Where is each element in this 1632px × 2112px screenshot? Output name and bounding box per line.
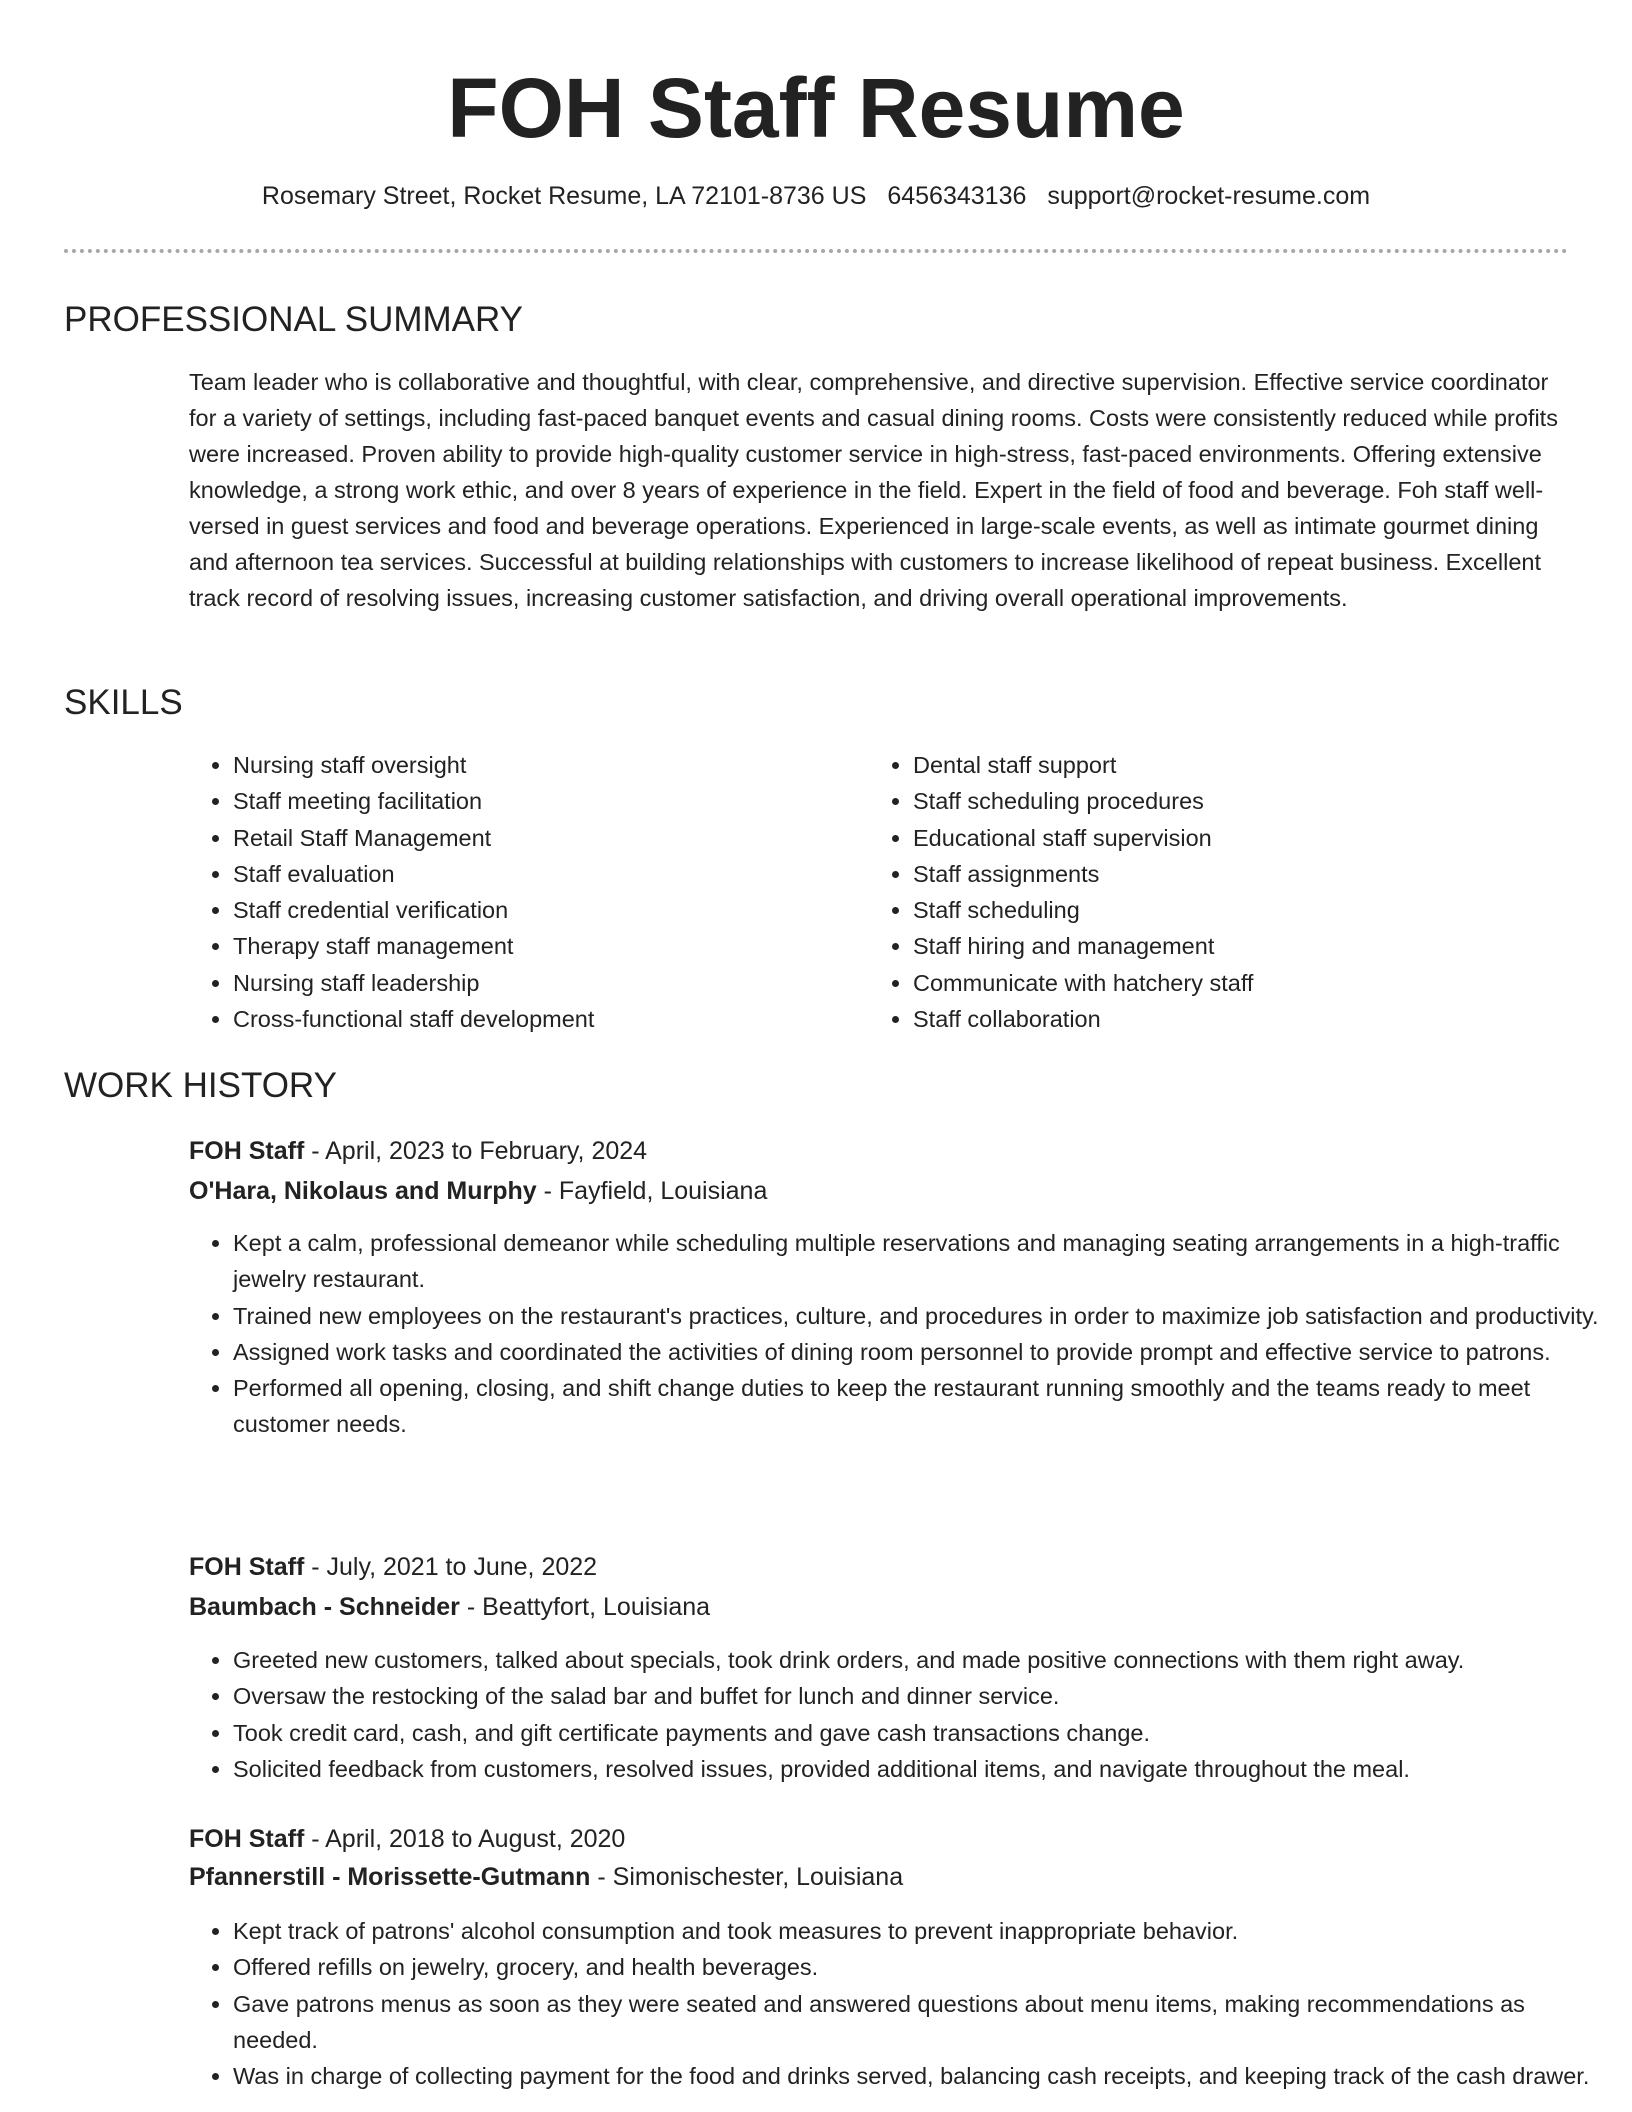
contact-phone: 6456343136 <box>887 182 1027 210</box>
job-location: - Beattyfort, Louisiana <box>459 1593 711 1621</box>
skill-item: • Staff assignments <box>913 856 1253 892</box>
job-bullet: • Was in charge of collecting payment for the food and drinks served, balancing cash receipts, and keeping track of the cash drawer. <box>233 2058 1613 2094</box>
header-divider <box>64 249 1568 253</box>
skills-heading: SKILLS <box>64 683 183 722</box>
contact-line <box>0 182 1632 211</box>
skill-item: • Staff scheduling procedures <box>913 783 1253 819</box>
job-bullet: • Kept track of patrons' alcohol consumption and took measures to prevent inappropriate behavior. <box>233 1913 1613 1949</box>
resume-title: FOH Staff Resume <box>447 61 1185 155</box>
job-company: Baumbach - Schneider <box>189 1593 460 1621</box>
job-company-line <box>189 1859 903 1895</box>
job-bullet: • Greeted new customers, talked about specials, took drink orders, and made positive connections with them right away. <box>233 1642 1613 1678</box>
job-dates: - July, 2021 to June, 2022 <box>304 1553 598 1581</box>
job-role: FOH Staff <box>189 1137 305 1165</box>
skill-item: • Staff hiring and management <box>913 928 1253 964</box>
job-role: FOH Staff <box>189 1553 305 1581</box>
skill-item: • Staff collaboration <box>913 1001 1253 1037</box>
skill-item: • Therapy staff management <box>233 928 594 964</box>
skills-list-left <box>189 747 594 1037</box>
skill-item: • Staff credential verification <box>233 892 594 928</box>
job-bullet: • Offered refills on jewelry, grocery, and health beverages. <box>233 1949 1613 1985</box>
job-title-line <box>189 1549 597 1585</box>
job-bullet: • Solicited feedback from customers, resolved issues, provided additional items, and navigate throughout the meal. <box>233 1751 1613 1787</box>
job-title-line <box>189 1133 647 1169</box>
work-history-heading: WORK HISTORY <box>64 1066 337 1105</box>
summary-text: Team leader who is collaborative and thoughtful, with clear, comprehensive, and directive supervision. Effective service coordinator for a variety of settings, including fast-paced banquet events and casual dining rooms. Costs were consistently reduced while profits were increased. Proven ability to provide high-quality customer service in high-stress, fast-paced environments. Offering extensive knowledge, a strong work ethic, and over 8 years of experience in the field. Expert in the field of food and beverage. Foh staff well-versed in guest services and food and beverage operations. Experienced in large-scale events, as well as intimate gourmet dining and afternoon tea services. Successful at building relationships with customers to increase likelihood of repeat business. Excellent track record of resolving issues, increasing customer satisfaction, and driving overall operational improvements. <box>189 369 1558 611</box>
job-bullet: • Performed all opening, closing, and shift change duties to keep the restaurant running smoothly and the teams ready to meet customer needs. <box>233 1370 1613 1443</box>
skill-item: • Dental staff support <box>913 747 1253 783</box>
job-company: O'Hara, Nikolaus and Murphy <box>189 1177 537 1205</box>
skill-item: • Communicate with hatchery staff <box>913 965 1253 1001</box>
job-bullets <box>189 1225 1613 1443</box>
job-company-line <box>189 1589 710 1625</box>
job-bullet: • Gave patrons menus as soon as they were seated and answered questions about menu items, making recommendations as needed. <box>233 1986 1613 2059</box>
job-bullet: • Took credit card, cash, and gift certificate payments and gave cash transactions change. <box>233 1715 1613 1751</box>
job-bullet: • Oversaw the restocking of the salad bar and buffet for lunch and dinner service. <box>233 1678 1613 1714</box>
job-role: FOH Staff <box>189 1825 305 1853</box>
summary-heading: PROFESSIONAL SUMMARY <box>64 300 523 339</box>
skill-item: • Cross-functional staff development <box>233 1001 594 1037</box>
skill-item: • Retail Staff Management <box>233 820 594 856</box>
job-bullet: • Assigned work tasks and coordinated the activities of dining room personnel to provide prompt and effective service to patrons. <box>233 1334 1613 1370</box>
job-dates: - April, 2023 to February, 2024 <box>304 1137 648 1165</box>
job-title-line <box>189 1821 625 1857</box>
job-location: - Simonischester, Louisiana <box>590 1863 904 1891</box>
job-bullets <box>189 1913 1613 2094</box>
skill-item: • Staff evaluation <box>233 856 594 892</box>
job-bullet: • Trained new employees on the restaurant's practices, culture, and procedures in order to maximize job satisfaction and productivity. <box>233 1298 1613 1334</box>
job-dates: - April, 2018 to August, 2020 <box>304 1825 626 1853</box>
job-company: Pfannerstill - Morissette-Gutmann <box>189 1863 591 1891</box>
job-location: - Fayfield, Louisiana <box>536 1177 768 1205</box>
job-bullet: • Kept a calm, professional demeanor while scheduling multiple reservations and managing seating arrangements in a high-traffic jewelry restaurant. <box>233 1225 1613 1298</box>
skill-item: • Staff scheduling <box>913 892 1253 928</box>
skill-item: • Staff meeting facilitation <box>233 783 594 819</box>
contact-email: support@rocket-resume.com <box>1047 182 1371 210</box>
skills-list-right <box>869 747 1253 1037</box>
contact-address: Rosemary Street, Rocket Resume, LA 72101-8736 US <box>261 182 867 210</box>
skill-item: • Educational staff supervision <box>913 820 1253 856</box>
job-company-line <box>189 1173 767 1209</box>
skill-item: • Nursing staff oversight <box>233 747 594 783</box>
job-bullets <box>189 1642 1613 1787</box>
skill-item: • Nursing staff leadership <box>233 965 594 1001</box>
